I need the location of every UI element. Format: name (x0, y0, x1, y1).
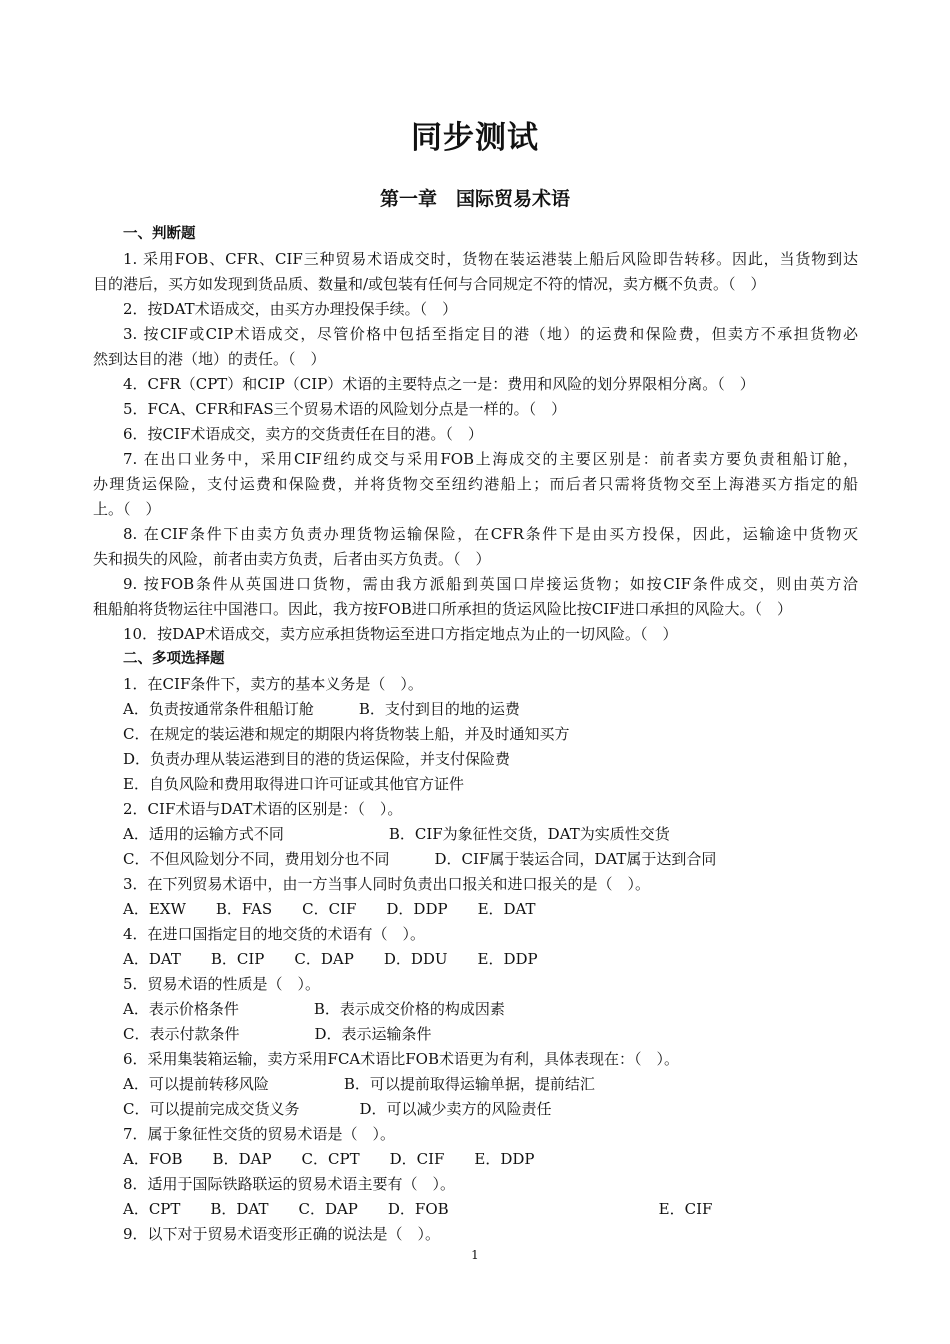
mc-question-4-options: A．DAT B．CIP C．DAP D．DDU E．DDP (123, 950, 538, 968)
mc-question-2-options-ab: A．适用的运输方式不同 B．CIF为象征性交货，DAT为实质性交货 (123, 825, 670, 843)
mc-question-1-option-d: D．负责办理从装运港到目的港的货运保险，并支付保险费 (123, 750, 511, 768)
question-2: 2．按DAT术语成交，由买方办理投保手续。（ ） (123, 300, 458, 318)
question-7-line-3: 上。（ ） (93, 500, 161, 518)
mc-question-8-options: A．CPT B．DAT C．DAP D．FOB E．CIF (123, 1200, 713, 1218)
mc-question-6-options-cd: C．可以提前完成交货义务 D．可以减少卖方的风险责任 (123, 1100, 552, 1118)
mc-question-5-stem: 5．贸易术语的性质是（ ）。 (123, 975, 321, 993)
question-3-line-2: 然到达目的港（地）的责任。（ ） (93, 350, 326, 368)
mc-question-9-stem: 9．以下对于贸易术语变形正确的说法是（ ）。 (123, 1225, 441, 1243)
question-1-line-1: 1. 采用FOB、CFR、CIF三种贸易术语成交时，货物在装运港装上船后风险即告转移。因此，当货物到达 (123, 250, 858, 268)
question-1-line-2: 目的港后，买方如发现到货品质、数量和/或包装有任何与合同规定不符的情况，卖方概不负责。（ ） (93, 275, 766, 293)
mc-question-1-option-c: C．在规定的装运港和规定的期限内将货物装上船，并及时通知买方 (123, 725, 570, 743)
question-6: 6．按CIF术语成交，卖方的交货责任在目的港。（ ） (123, 425, 483, 443)
mc-question-5-options-ab: A．表示价格条件 B．表示成交价格的构成因素 (123, 1000, 505, 1018)
mc-question-4-stem: 4．在进口国指定目的地交货的术语有（ ）。 (123, 925, 426, 943)
question-7-line-1: 7. 在出口业务中，采用CIF纽约成交与采用FOB上海成交的主要区别是：前者卖方要负责租船订舱， (123, 450, 858, 468)
mc-question-6-options-ab: A．可以提前转移风险 B．可以提前取得运输单据，提前结汇 (123, 1075, 595, 1093)
mc-question-8-stem: 8．适用于国际铁路联运的贸易术语主要有（ ）。 (123, 1175, 456, 1193)
mc-question-1-options-ab: A．负责按通常条件租船订舱 B．支付到目的地的运费 (123, 700, 520, 718)
section-heading-true-false: 一、判断题 (123, 226, 196, 242)
mc-question-1-stem: 1．在CIF条件下，卖方的基本义务是（ ）。 (123, 675, 423, 693)
question-3-line-1: 3. 按CIF或CIP术语成交，尽管价格中包括至指定目的港（地）的运费和保险费，但卖方不承担货物必 (123, 325, 858, 343)
question-9-line-1: 9. 按FOB条件从英国进口货物，需由我方派船到英国口岸接运货物；如按CIF条件成交，则由英方洽 (123, 575, 858, 593)
question-7-line-2: 办理货运保险，支付运费和保险费，并将货物交至纽约港船上；而后者只需将货物交至上海港买方指定的船 (93, 475, 858, 493)
question-8-line-2: 失和损失的风险，前者由卖方负责，后者由买方负责。（ ） (93, 550, 491, 568)
mc-question-7-options: A．FOB B．DAP C．CPT D．CIF E．DDP (123, 1150, 535, 1168)
page-title: 同步测试 (411, 120, 539, 156)
question-5: 5．FCA、CFR和FAS三个贸易术语的风险划分点是一样的。（ ） (123, 400, 567, 418)
mc-question-1-option-e: E．自负风险和费用取得进口许可证或其他官方证件 (123, 775, 464, 793)
question-9-line-2: 租船舶将货物运往中国港口。因此，我方按FOB进口所承担的货运风险比按CIF进口承担的风险大。（ ） (93, 600, 793, 618)
page-number: 1 (471, 1248, 479, 1262)
mc-question-3-options: A．EXW B．FAS C．CIF D．DDP E．DAT (123, 900, 536, 918)
mc-question-2-stem: 2．CIF术语与DAT术语的区别是：（ ）。 (123, 800, 403, 818)
chapter-title: 第一章 国际贸易术语 (379, 188, 570, 210)
question-8-line-1: 8. 在CIF条件下由卖方负责办理货物运输保险，在CFR条件下是由买方投保，因此，运输途中货物灭 (123, 525, 858, 543)
section-heading-multiple-choice: 二、多项选择题 (123, 651, 225, 667)
question-4: 4．CFR（CPT）和CIP（CIP）术语的主要特点之一是：费用和风险的划分界限相分离。（ ） (123, 375, 755, 393)
mc-question-6-stem: 6．采用集装箱运输，卖方采用FCA术语比FOB术语更为有利，具体表现在：（ ）。 (123, 1050, 679, 1068)
mc-question-2-options-cd: C．不但风险划分不同，费用划分也不同 D．CIF属于装运合同，DAT属于达到合同 (123, 850, 717, 868)
question-10: 10．按DAP术语成交，卖方应承担货物运至进口方指定地点为止的一切风险。（ ） (123, 625, 678, 643)
document-body (93, 222, 858, 1247)
mc-question-7-stem: 7．属于象征性交货的贸易术语是（ ）。 (123, 1125, 396, 1143)
mc-question-5-options-cd: C．表示付款条件 D．表示运输条件 (123, 1025, 432, 1043)
mc-question-3-stem: 3．在下列贸易术语中，由一方当事人同时负责出口报关和进口报关的是（ ）。 (123, 875, 651, 893)
